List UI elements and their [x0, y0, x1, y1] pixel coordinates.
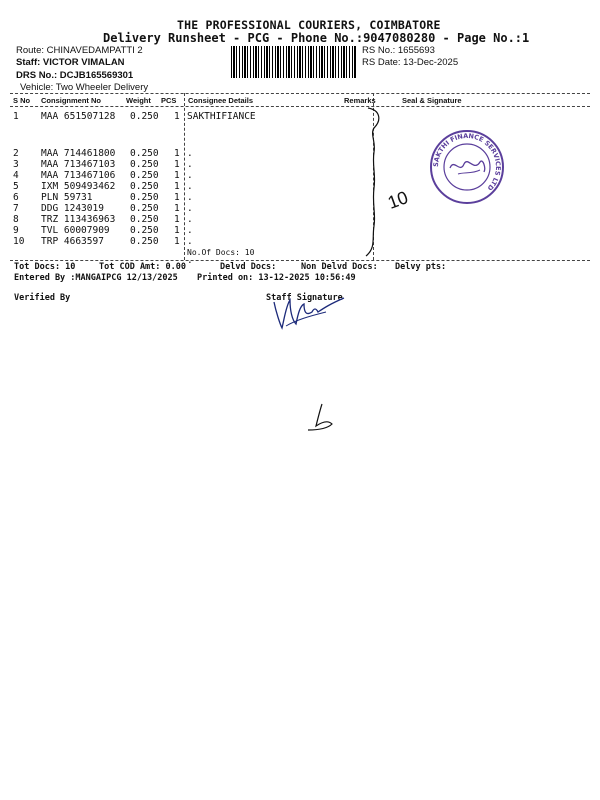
row-consignee: . — [187, 181, 193, 192]
row-consignee: . — [187, 203, 193, 214]
row-sno: 6 — [13, 192, 19, 203]
table-row — [0, 192, 600, 203]
vehicle-label: Vehicle: Two Wheeler Delivery — [20, 82, 149, 93]
row-pcs: 1 — [174, 225, 180, 236]
row-pcs: 1 — [174, 203, 180, 214]
delvy-pts: Delvy pts: — [395, 262, 447, 272]
row-consignment: TVL 60007909 — [41, 225, 110, 236]
row-pcs: 1 — [174, 192, 180, 203]
row-pcs: 1 — [174, 148, 180, 159]
col-header-seal: Seal & Signature — [402, 96, 462, 105]
row-sno: 8 — [13, 214, 19, 225]
row-weight: 0.250 — [130, 214, 159, 225]
row-weight: 0.250 — [130, 111, 159, 122]
barcode — [231, 46, 357, 78]
row-pcs: 1 — [174, 181, 180, 192]
table-top-rule — [10, 93, 590, 94]
rs-number: RS No.: 1655693 — [362, 45, 435, 56]
col-header-consignee: Consignee Details — [188, 96, 254, 105]
table-row — [0, 181, 600, 192]
ink-mark — [302, 400, 342, 434]
col-header-pcs: PCS — [161, 96, 177, 105]
row-weight: 0.250 — [130, 170, 159, 181]
non-delvd-docs: Non Delvd Docs: — [301, 262, 378, 272]
row-sno: 9 — [13, 225, 19, 236]
row-consignee: . — [187, 192, 193, 203]
row-consignment: TRP 4663597 — [41, 236, 104, 247]
table-row — [0, 203, 600, 214]
row-consignee: . — [187, 236, 193, 247]
table-bottom-rule — [10, 260, 590, 261]
row-pcs: 1 — [174, 170, 180, 181]
table-row — [0, 159, 600, 170]
drs-number: DRS No.: DCJB165569301 — [16, 70, 134, 81]
table-row — [0, 236, 600, 247]
row-consignee: . — [187, 148, 193, 159]
row-pcs: 1 — [174, 214, 180, 225]
staff-signature-label: Staff Signature — [266, 293, 343, 303]
row-weight: 0.250 — [130, 192, 159, 203]
row-consignment: IXM 509493462 — [41, 181, 116, 192]
row-pcs: 1 — [174, 159, 180, 170]
row-weight: 0.250 — [130, 225, 159, 236]
row-consignee: . — [187, 170, 193, 181]
row-sno: 7 — [13, 203, 19, 214]
verified-by: Verified By — [14, 293, 71, 303]
row-consignment: MAA 651507128 — [41, 111, 116, 122]
row-consignment: DDG 1243019 — [41, 203, 104, 214]
col-header-consignment: Consignment No — [41, 96, 101, 105]
handwritten-count: 10 — [385, 187, 411, 213]
printed-on: Printed on: 13-12-2025 10:56:49 — [197, 273, 356, 283]
row-weight: 0.250 — [130, 159, 159, 170]
row-consignment: TRZ 113436963 — [41, 214, 116, 225]
row-consignee: . — [187, 159, 193, 170]
table-row — [0, 225, 600, 236]
rs-date: RS Date: 13-Dec-2025 — [362, 57, 459, 68]
row-sno: 5 — [13, 181, 19, 192]
row-weight: 0.250 — [130, 203, 159, 214]
row-consignment: MAA 713467103 — [41, 159, 116, 170]
svg-text:SAKTHI FINANCE SERVICES LTD: SAKTHI FINANCE SERVICES LTD — [431, 131, 503, 192]
row-consignee: SAKTHIFIANCE — [187, 111, 256, 122]
route-label: Route: CHINAVEDAMPATTI 2 — [16, 45, 143, 56]
company-name: THE PROFESSIONAL COURIERS, COIMBATORE — [177, 18, 441, 32]
row-consignment: MAA 714461800 — [41, 148, 116, 159]
col-header-weight: Weight — [126, 96, 151, 105]
table-row — [0, 170, 600, 181]
tot-docs: Tot Docs: 10 — [14, 262, 76, 272]
row-sno: 2 — [13, 148, 19, 159]
no-of-docs: No.Of Docs: 10 — [187, 248, 255, 257]
row-weight: 0.250 — [130, 236, 159, 247]
row-consignment: MAA 713467106 — [41, 170, 116, 181]
row-sno: 1 — [13, 111, 19, 122]
col-header-remarks: Remarks — [344, 96, 376, 105]
row-sno: 3 — [13, 159, 19, 170]
row-consignment: PLN 59731 — [41, 192, 93, 203]
staff-signature — [266, 290, 346, 332]
handwritten-bracket — [360, 104, 420, 264]
row-weight: 0.250 — [130, 148, 159, 159]
table-header-rule — [10, 106, 590, 107]
table-row — [0, 214, 600, 225]
row-weight: 0.250 — [130, 181, 159, 192]
row-consignee: . — [187, 225, 193, 236]
row-sno: 10 — [13, 236, 25, 247]
staff-label: Staff: VICTOR VIMALAN — [16, 57, 125, 68]
col-header-sno: S No — [13, 96, 31, 105]
row-pcs: 1 — [174, 236, 180, 247]
company-stamp — [428, 128, 506, 206]
trailing-dot: . — [187, 255, 193, 266]
row-consignee: . — [187, 214, 193, 225]
row-pcs: 1 — [174, 111, 180, 122]
delvd-docs: Delvd Docs: — [220, 262, 277, 272]
runsheet-title: Delivery Runsheet - PCG - Phone No.:9047080280 - Page No.:1 — [103, 31, 530, 45]
entered-by: Entered By :MANGAIPCG 12/13/2025 — [14, 273, 178, 283]
table-row — [0, 148, 600, 159]
table-row — [0, 111, 600, 122]
tot-cod-amount: Tot COD Amt: 0.00 — [99, 262, 186, 272]
row-sno: 4 — [13, 170, 19, 181]
